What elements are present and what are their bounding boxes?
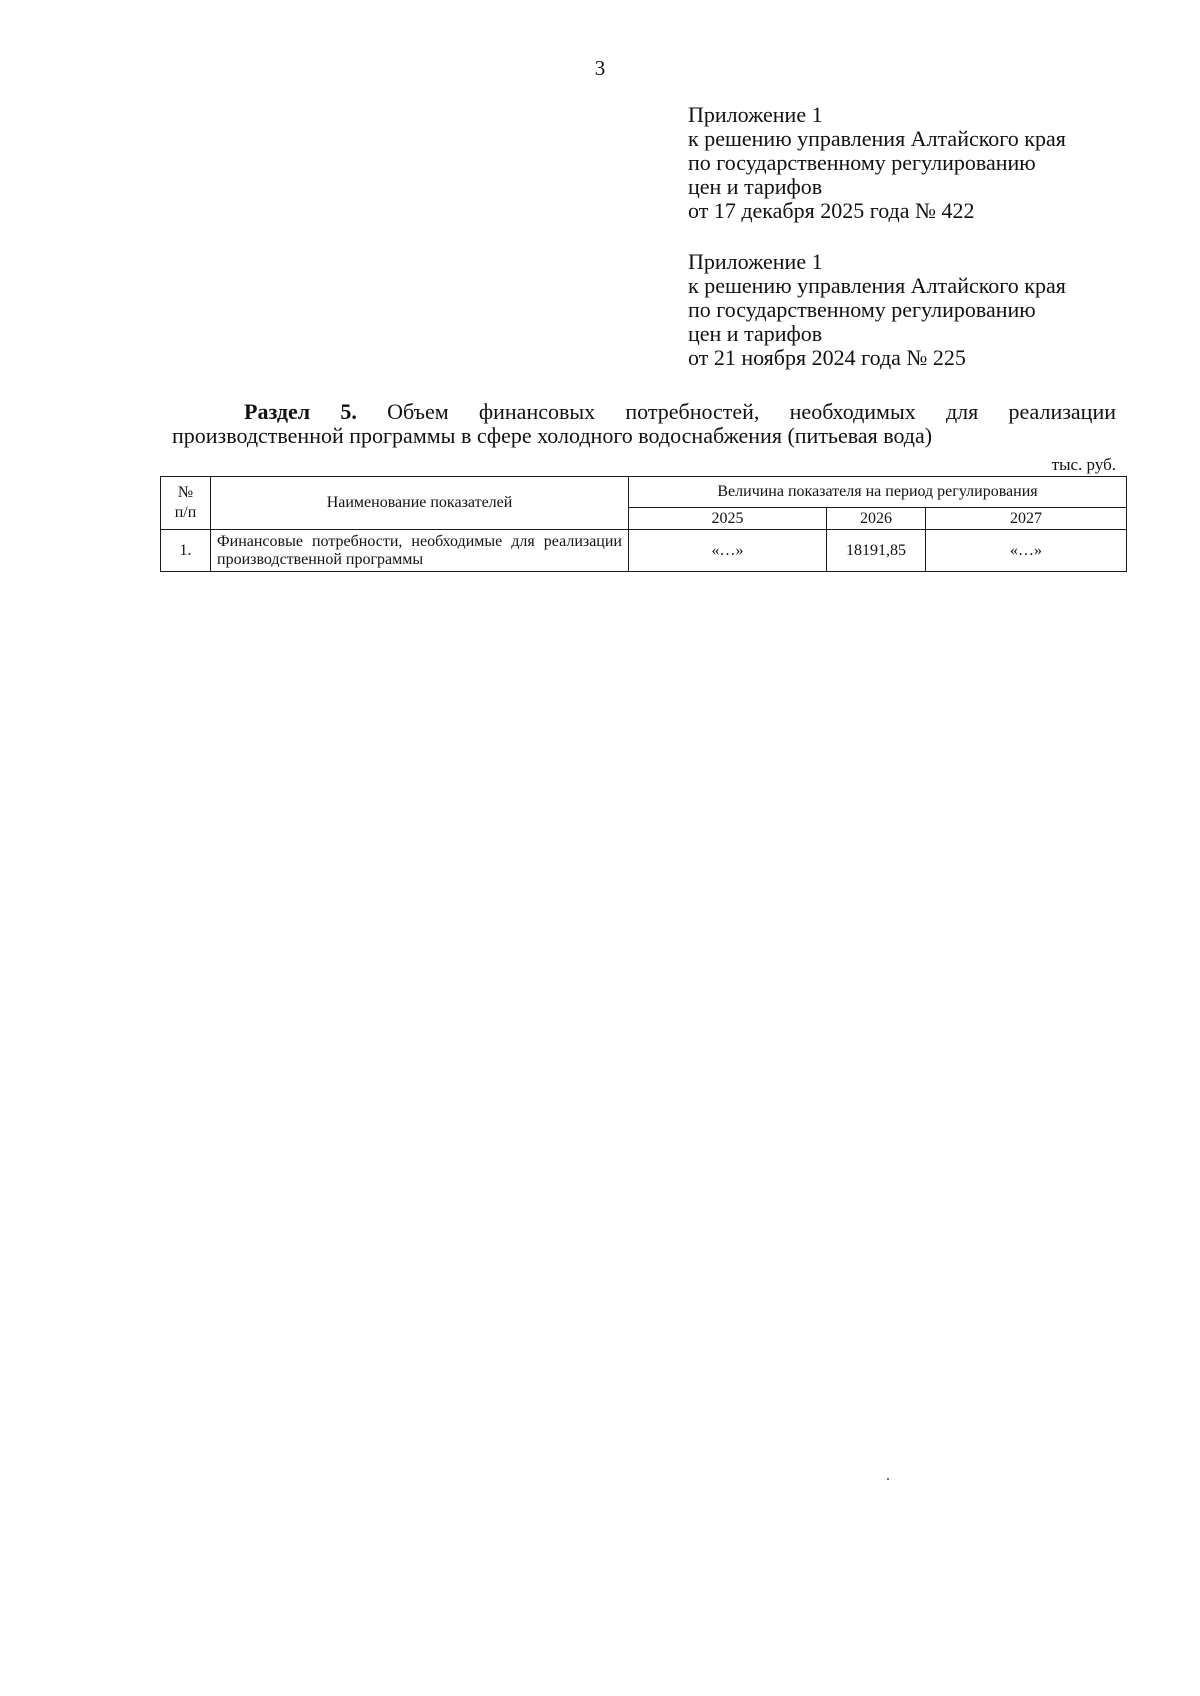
appendix-line: по государственному регулированию — [688, 297, 1036, 322]
header-year-2027: 2027 — [926, 508, 1127, 530]
appendix-line: цен и тарифов — [688, 174, 823, 199]
header-year-2025: 2025 — [629, 508, 827, 530]
section-label: Раздел 5. — [244, 399, 357, 424]
appendix-header-new — [688, 103, 1158, 223]
section-title-line2: производственной программы в сфере холодного водоснабжения (питьевая вода) — [172, 423, 933, 448]
header-number-abbrev: п/п — [174, 504, 197, 521]
appendix-line: цен и тарифов — [688, 321, 823, 346]
units-label: тыс. руб. — [1051, 455, 1116, 474]
table-row — [161, 530, 1127, 572]
appendix-title: Приложение 1 — [688, 102, 823, 127]
header-number-cell — [161, 477, 211, 530]
appendix-title: Приложение 1 — [688, 249, 823, 274]
page-number: 3 — [594, 56, 606, 80]
appendix-date-line: от 17 декабря 2025 года № 422 — [688, 198, 975, 223]
header-year-2026: 2026 — [827, 508, 926, 530]
section-title — [172, 400, 1116, 448]
appendix-line: по государственному регулированию — [688, 150, 1036, 175]
row-value-2025: «…» — [629, 530, 827, 572]
appendix-line: к решению управления Алтайского края — [688, 126, 1066, 151]
scan-artifact-dot — [887, 1478, 889, 1480]
financial-needs-table — [160, 476, 1127, 572]
header-period-cell: Величина показателя на период регулирования — [629, 477, 1127, 508]
row-value-2027: «…» — [926, 530, 1127, 572]
header-name-cell: Наименование показателей — [211, 477, 629, 530]
row-number-cell: 1. — [161, 530, 211, 572]
appendix-line: к решению управления Алтайского края — [688, 273, 1066, 298]
row-name-cell: Финансовые потребности, необходимые для реализации производственной программы — [211, 530, 629, 572]
row-value-2026: 18191,85 — [827, 530, 926, 572]
appendix-date-line: от 21 ноября 2024 года № 225 — [688, 345, 966, 370]
header-number-symbol: № — [177, 484, 194, 501]
appendix-header-old — [688, 250, 1158, 370]
section-title-line1: Объем финансовых потребностей, необходимых для реализации — [387, 399, 1116, 424]
